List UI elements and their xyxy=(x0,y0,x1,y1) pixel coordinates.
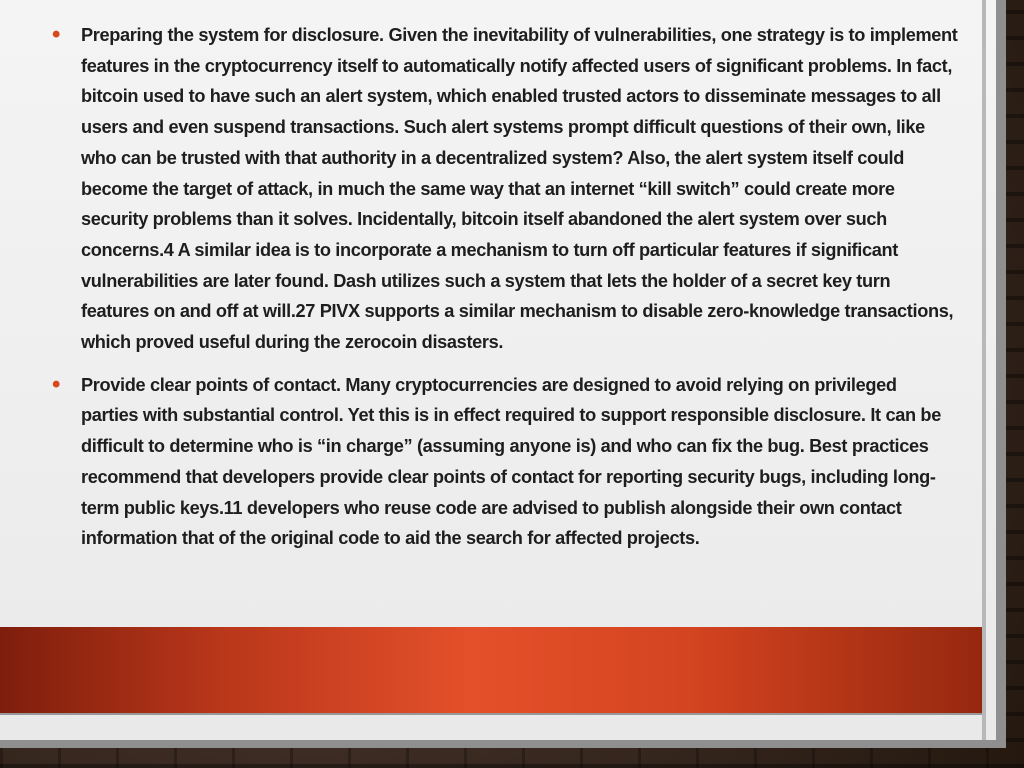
bullet-item-points-of-contact xyxy=(52,370,958,554)
decorative-orange-band xyxy=(0,627,982,713)
bullet-text: Preparing the system for disclosure. Given the inevitability of vulnerabilities, one strategy is to implement features in the cryptocurrency itself to automatically notify affected users of significant problems. In fact, bitcoin used to have such an alert system, which enabled trusted actors to disseminate messages to all users and even suspend transactions. Such alert systems prompt difficult questions of their own, like who can be trusted with that authority in a decentralized system? Also, the alert system itself could become the target of attack, in much the same way that an internet “kill switch” could create more security problems than it solves. Incidentally, bitcoin itself abandoned the alert system over such concerns.4 A similar idea is to incorporate a mechanism to turn off particular features if significant vulnerabilities are later found. Dash utilizes such a system that lets the holder of a secret key turn features on and off at will.27 PIVX supports a similar mechanism to disable zero-knowledge transactions, which proved useful during the zerocoin disasters. xyxy=(81,25,958,353)
bullet-item-disclosure-preparation xyxy=(52,20,958,358)
slide-content xyxy=(52,20,958,554)
bullet-text: Provide clear points of contact. Many cryptocurrencies are designed to avoid relying on privileged parties with substantial control. Yet this is in effect required to support responsible disclosure. It can be difficult to determine who is “in charge” (assuming anyone is) and who can fix the bug. Best practices recommend that developers provide clear points of contact for reporting security bugs, including long-term public keys.11 developers who reuse code are advised to publish alongside their own contact information that of the original code to aid the search for affected projects. xyxy=(81,374,941,549)
bullet-icon: • xyxy=(52,370,61,398)
slide-edge-divider xyxy=(982,0,986,740)
bullet-icon: • xyxy=(52,21,61,48)
